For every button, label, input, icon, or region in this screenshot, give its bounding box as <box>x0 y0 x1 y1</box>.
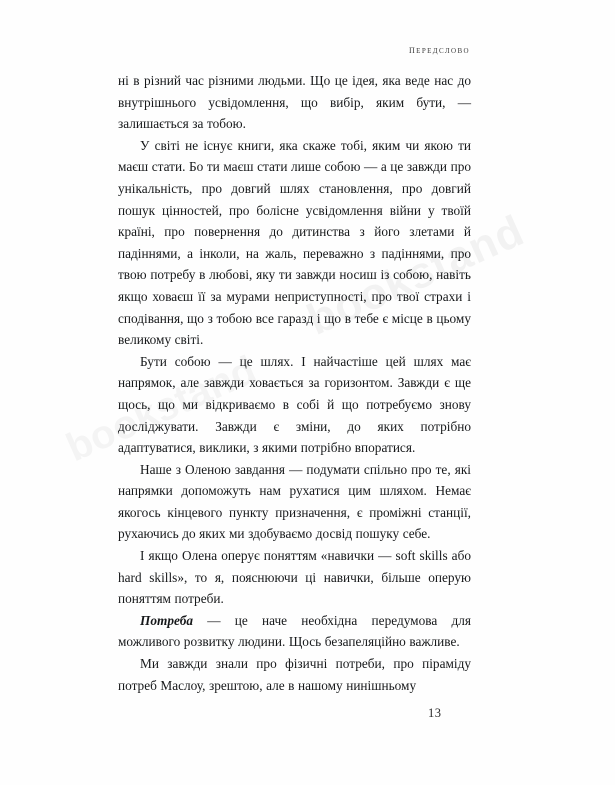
text-block <box>118 70 471 696</box>
paragraph-need-text: — це наче необхідна передумова для можливого розвитку людини. Щось безапеляційно важливе. <box>118 612 471 650</box>
paragraph-continued: ні в різний час різними людьми. Що це ідея, яка веде нас до внутрішнього усвідомлення, що вибір, яким бути, — залишається за тобою. <box>118 73 471 132</box>
paragraph-path: Бути собою — це шлях. І найчастіше цей шлях має напрямок, але завжди ховається за горизонтом. Завжди є ще щось, що ми відкриваємо в собі й що потребуємо знову досліджувати. Завжди є зміни, до яких потрібно адаптуватися, виклики, з якими потрібно впоратися. <box>118 353 471 456</box>
paragraph-olena-task: Наше з Оленою завдання — подумати спільно про те, які напрямки допоможуть нам рухатися цим шляхом. Немає якогось кінцевого пункту призначення, є проміжні станції, рухаючись до яких ми здобуваємо досвід пошуку себе. <box>118 461 471 542</box>
page-number: 13 <box>428 706 442 720</box>
paragraph-need <box>118 610 471 653</box>
paragraph-skills: І якщо Олена оперує поняттям «навички — soft skills або hard skills», то я, пояснюючи ці навички, більше оперую поняттям потреби. <box>118 548 471 607</box>
paragraph-no-book: У світі не існує книги, яка скаже тобі, яким чи якою ти маєш стати. Бо ти маєш стати лише собою — а це завжди про унікальність, про довгий шлях становлення, про довгий пошук цінностей, про болісне усвідомлення війни у твоїй країні, про повернення до дитинства з його злетами й падіннями, а інколи, на жаль, переважно з падіннями, про твою потребу в любові, яку ти завжди носиш із собою, навіть якщо ховаєш її за мурами неприступності, про твої страхи і сподівання, що з тобою все гаразд і що в тебе є місце в цьому великому світі. <box>118 137 471 348</box>
running-head: передслово <box>408 44 470 56</box>
term-potreba: Потреба <box>140 612 193 628</box>
paragraph-maslow: Ми завжди знали про фізичні потреби, про піраміду потреб Маслоу, зрештою, але в нашому нинішньому <box>118 656 471 693</box>
